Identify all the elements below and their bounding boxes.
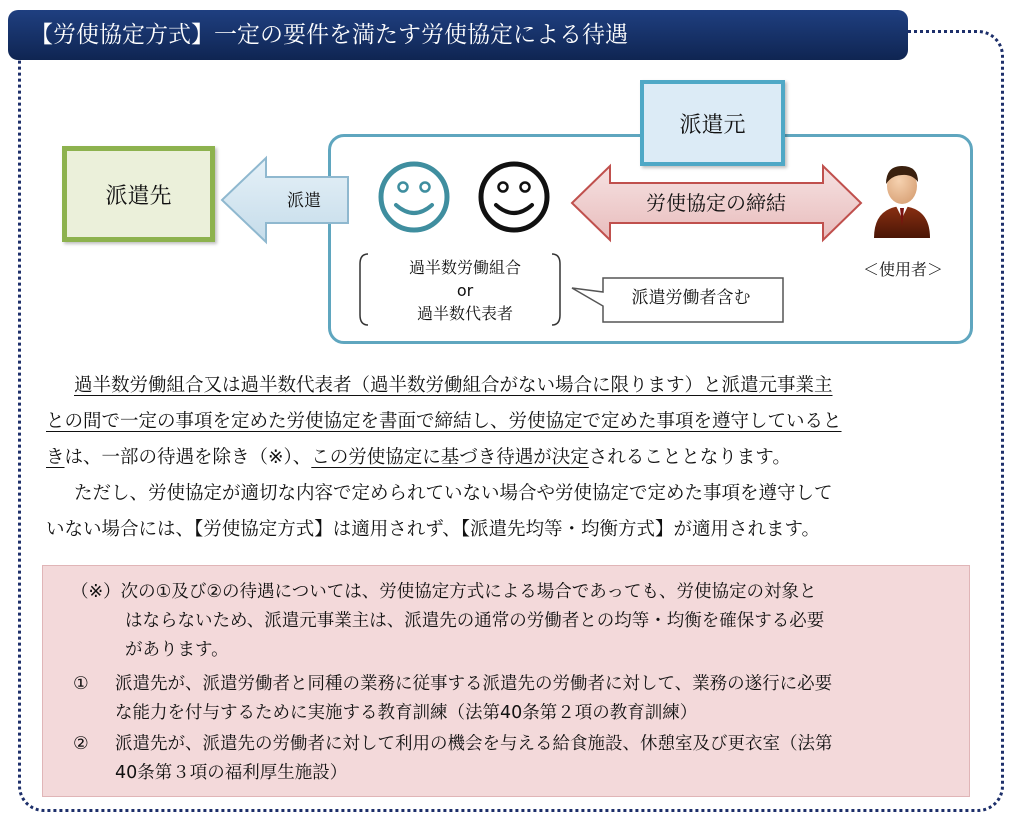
p2-line-1: ただし、労使協定が適切な内容で定められていない場合や労使協定で定めた事項を遵守して xyxy=(74,483,833,504)
note-item1-marker: ① xyxy=(73,674,89,694)
note-item2-line-1: 派遣先が、派遣先の労働者に対して利用の機会を与える給食施設、休憩室及び更衣室（法第 xyxy=(115,734,833,754)
rep-line-3: 過半数代表者 xyxy=(416,304,513,323)
note-item2-line-2: 40条第３項の福利厚生施設） xyxy=(115,763,348,783)
note-line-1: （※）次の①及び②の待遇については、労使協定方式による場合であっても、労使協定の対象と xyxy=(71,582,817,602)
haken-arrow-label: 派遣 xyxy=(287,191,321,211)
p1-line-2: との間で一定の事項を定めた労使協定を書面で締結し、労使協定で定めた事項を遵守していると xyxy=(46,411,842,432)
p1-line-3: きは、一部の待遇を除き（※）、この労使協定に基づき待遇が決定されることとなります。 xyxy=(46,447,791,468)
employer-label: ＜使用者＞ xyxy=(862,260,943,279)
note-item2-marker: ② xyxy=(73,734,89,754)
note-item1-line-1: 派遣先が、派遣労働者と同種の業務に従事する派遣先の労働者に対して、業務の遂行に必要 xyxy=(115,674,833,694)
employer-person-icon xyxy=(872,160,932,240)
main-description xyxy=(46,368,976,548)
p2-line-2: いない場合には、【労使協定方式】は適用されず、【派遣先均等・均衡方式】が適用されます。 xyxy=(46,519,821,540)
note-line-3: があります。 xyxy=(125,640,229,660)
exception-note-box xyxy=(42,565,970,797)
note-line-2: はならないため、派遣元事業主は、派遣先の通常の労働者との均等・均衡を確保する必要 xyxy=(125,611,825,631)
agreement-label: 労使協定の締結 xyxy=(646,191,786,215)
representatives-text xyxy=(372,256,558,325)
smiley-teal-icon xyxy=(374,157,454,237)
rep-line-2: or xyxy=(456,281,474,300)
smiley-black-icon xyxy=(474,157,554,237)
left-bracket xyxy=(358,252,370,327)
p1-line-1: 過半数労働組合又は過半数代表者（過半数労働組合がない場合に限ります）と派遣元事業主 xyxy=(74,375,833,396)
haken-saki-box: 派遣先 xyxy=(62,146,215,242)
rep-line-1: 過半数労働組合 xyxy=(408,258,521,277)
page-title: 【労使協定方式】一定の要件を満たす労使協定による待遇 xyxy=(8,10,908,60)
note-item1-line-2: な能力を付与するために実施する教育訓練（法第40条第２項の教育訓練） xyxy=(115,703,698,723)
haken-moto-box: 派遣元 xyxy=(640,80,785,166)
callout-label: 派遣労働者含む xyxy=(631,288,751,308)
